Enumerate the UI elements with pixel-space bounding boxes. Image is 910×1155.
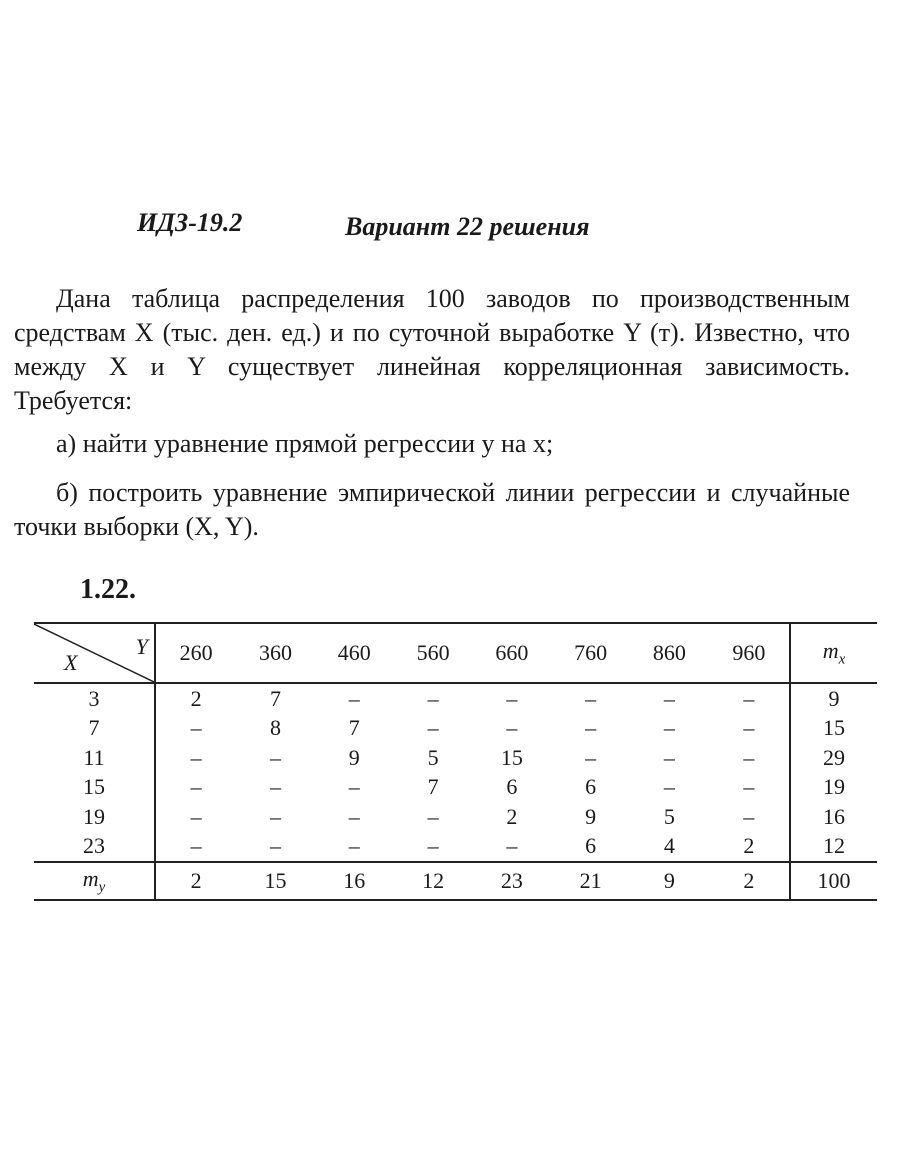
frequency-cell: 9 [585,803,597,829]
frequency-cell: – [190,715,202,741]
mx-value-cell: 12 [790,832,877,863]
frequency-cell: 9 [348,744,360,770]
corner-y-label: Y [135,634,148,659]
frequency-cell: – [348,803,360,829]
frequency-cell: 6 [506,774,518,800]
mx-value-cell: 19 [790,773,877,803]
y-value-header: 560 [394,623,473,683]
x-value-cell: 3 [34,683,155,714]
corner-x-label: X [64,650,78,675]
frequency-cell: – [427,685,439,711]
frequency-cell: – [190,833,202,859]
mx-value-cell: 15 [790,714,877,744]
frequency-cell: – [190,803,202,829]
frequency-cell: 7 [270,685,282,711]
frequency-cell: – [190,744,202,770]
my-value: 23 [472,862,551,900]
task-b: б) построить уравнение эмпирической линии регрессии и случайные точки выборки (X, Y). [14,478,850,541]
y-value-header: 660 [472,623,551,683]
table-row [34,832,877,863]
my-value: 9 [630,862,709,900]
frequency-cell: – [348,774,360,800]
frequency-cell: – [663,774,675,800]
frequency-cell: 4 [663,833,675,859]
frequency-cell: 5 [663,803,675,829]
frequency-cell: – [663,685,675,711]
my-value: 15 [236,862,315,900]
frequency-cell: – [743,803,755,829]
frequency-cell: 2 [743,833,755,859]
frequency-cell: – [348,833,360,859]
table-row [34,773,877,803]
my-label: $m_y$ [34,862,155,900]
y-value-header: 360 [236,623,315,683]
mx-value-cell: 16 [790,802,877,832]
frequency-cell: – [427,833,439,859]
my-value: 2 [709,862,790,900]
problem-statement: Дана таблица распределения 100 заводов по производственным средствам X (тыс. ден. ед.) и по суточной выработке Y (т). Известно, что между X и Y существует линейная корреляционная зависимость. Требуется: [14,284,850,415]
frequency-cell: – [427,715,439,741]
frequency-cell: 2 [190,685,202,711]
table-row [34,714,877,744]
frequency-cell: – [743,744,755,770]
frequency-cell: 7 [348,715,360,741]
corner-cell [34,623,155,683]
frequency-cell: – [743,685,755,711]
doc-code: ИДЗ-19.2 [137,208,243,237]
total-value: 100 [790,862,877,900]
table-row [34,743,877,773]
my-value: 2 [155,862,236,900]
frequency-cell: 6 [585,833,597,859]
problem-number: 1.22. [80,574,136,605]
y-value-header: 260 [155,623,236,683]
y-value-header: 760 [551,623,630,683]
x-value-cell: 19 [34,802,155,832]
distribution-table [34,622,877,901]
y-value-header: 460 [315,623,394,683]
frequency-cell: – [270,774,282,800]
frequency-cell: – [585,685,597,711]
my-value: 12 [394,862,473,900]
mx-header: $m_x$ [790,623,877,683]
frequency-cell: – [506,685,518,711]
frequency-cell: 15 [500,744,523,770]
frequency-cell: – [743,715,755,741]
frequency-cell: 8 [270,715,282,741]
frequency-cell: – [506,715,518,741]
frequency-cell: – [270,744,282,770]
x-value-cell: 7 [34,714,155,744]
frequency-cell: 2 [506,803,518,829]
my-value: 21 [551,862,630,900]
frequency-cell: – [663,744,675,770]
frequency-cell: – [270,803,282,829]
y-value-header: 860 [630,623,709,683]
x-value-cell: 23 [34,832,155,863]
y-value-header: 960 [709,623,790,683]
my-row [34,862,877,900]
my-value: 16 [315,862,394,900]
table-row [34,683,877,714]
frequency-cell: 7 [427,774,439,800]
variant-title: Вариант 22 решения [345,212,590,241]
table-row [34,802,877,832]
frequency-cell: – [190,774,202,800]
frequency-cell: – [427,803,439,829]
frequency-cell: 6 [585,774,597,800]
mx-value-cell: 9 [790,683,877,714]
frequency-cell: – [585,744,597,770]
x-value-cell: 15 [34,773,155,803]
frequency-cell: – [348,685,360,711]
task-a: а) найти уравнение прямой регрессии y на x; [56,429,554,458]
doc-header [137,208,590,241]
mx-value-cell: 29 [790,743,877,773]
frequency-cell: – [506,833,518,859]
frequency-cell: – [663,715,675,741]
frequency-cell: – [270,833,282,859]
frequency-cell: 5 [427,744,439,770]
table-header-row [34,623,877,683]
x-value-cell: 11 [34,743,155,773]
frequency-cell: – [743,774,755,800]
table-body [34,683,877,862]
frequency-cell: – [585,715,597,741]
